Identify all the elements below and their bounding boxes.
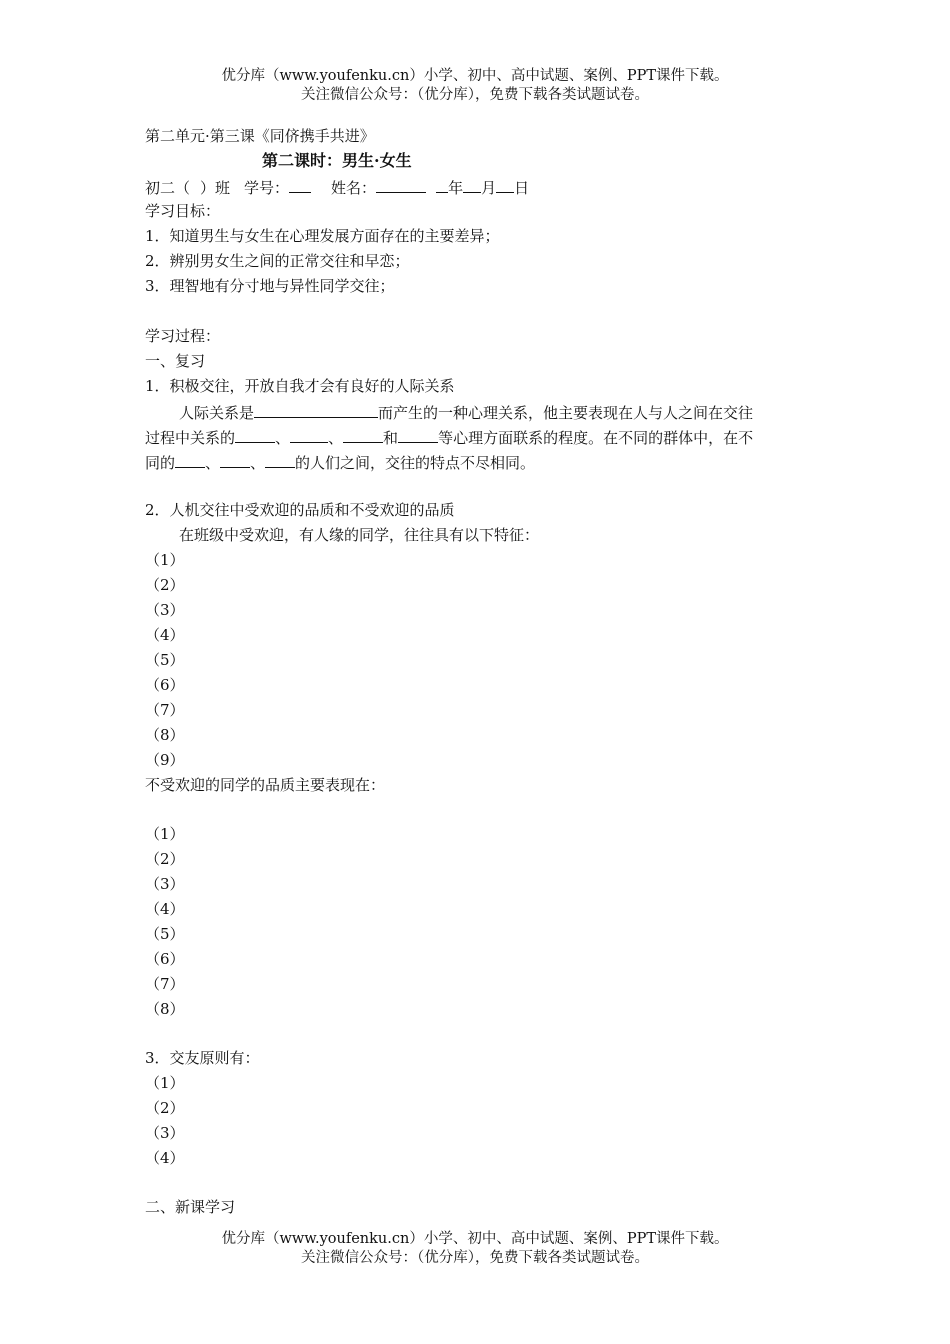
separator: 、 — [205, 454, 221, 472]
list-item: （4） — [145, 1149, 185, 1167]
list-item: （1） — [145, 551, 185, 569]
list-item: （3） — [145, 1124, 185, 1142]
month-label: 月 — [481, 179, 497, 197]
list-item: （1） — [145, 1074, 185, 1092]
list-item: （6） — [145, 676, 185, 694]
page-header-line2: 关注微信公众号：（优分库），免费下载各类试题试卷。 — [301, 87, 649, 103]
objective-item: 2．辨别男女生之间的正常交往和早恋； — [145, 252, 410, 270]
list-item: （2） — [145, 576, 185, 594]
fill-blank[interactable] — [254, 401, 378, 418]
q1-heading: 1．积极交往，开放自我才会有良好的人际关系 — [145, 377, 455, 395]
student-name-label: 姓名： — [331, 179, 377, 197]
list-item: （8） — [145, 1000, 185, 1018]
new-lesson-heading: 二、新课学习 — [145, 1198, 236, 1216]
q2-intro: 在班级中受欢迎，有人缘的同学，往往具有以下特征： — [179, 526, 540, 544]
objectives-title: 学习目标： — [145, 202, 221, 220]
list-item: （9） — [145, 751, 185, 769]
fill-blank[interactable] — [220, 451, 250, 468]
fill-blank[interactable] — [235, 426, 275, 443]
q1-text: 人际关系是 — [179, 404, 255, 422]
page-footer-line2: 关注微信公众号：（优分库），免费下载各类试题试卷。 — [301, 1250, 649, 1266]
fill-blank[interactable] — [265, 451, 295, 468]
student-id-blank[interactable] — [289, 176, 311, 193]
fill-blank[interactable] — [398, 426, 438, 443]
q1-text: 而产生的一种心理关系，他主要表现在人与人之间在交往 — [378, 404, 754, 422]
day-blank[interactable] — [496, 176, 514, 193]
month-blank[interactable] — [463, 176, 481, 193]
fill-blank[interactable] — [343, 426, 383, 443]
student-info-line — [145, 176, 529, 198]
page-header-line1: 优分库（www.youfenku.cn）小学、初中、高中试题、案例、PPT课件下载。 — [221, 68, 729, 84]
q1-line1 — [179, 401, 753, 423]
q2-heading: 2．人机交往中受欢迎的品质和不受欢迎的品质 — [145, 501, 455, 519]
q1-text: 过程中关系的 — [145, 429, 236, 447]
q1-text: 等心理方面联系的程度。在不同的群体中，在不 — [438, 429, 754, 447]
period-title: 第二课时：男生·女生 — [262, 151, 412, 170]
list-item: （4） — [145, 900, 185, 918]
list-item: （5） — [145, 925, 185, 943]
list-item: （4） — [145, 626, 185, 644]
process-title: 学习过程： — [145, 327, 221, 345]
student-name-blank[interactable] — [376, 176, 426, 193]
class-label-a: 初二（ — [145, 179, 191, 197]
list-item: （2） — [145, 850, 185, 868]
list-item: （6） — [145, 950, 185, 968]
unit-title: 第二单元·第三课《同侪携手共进》 — [145, 127, 375, 145]
objective-item: 3．理智地有分寸地与异性同学交往； — [145, 277, 395, 295]
objective-item: 1．知道男生与女生在心理发展方面存在的主要差异； — [145, 227, 500, 245]
unpopular-intro: 不受欢迎的同学的品质主要表现在： — [145, 776, 386, 794]
list-item: （2） — [145, 1099, 185, 1117]
list-item: （3） — [145, 601, 185, 619]
q1-line3 — [145, 451, 535, 473]
year-label: 年 — [448, 179, 464, 197]
day-label: 日 — [514, 179, 530, 197]
list-item: （7） — [145, 701, 185, 719]
page-footer-line1: 优分库（www.youfenku.cn）小学、初中、高中试题、案例、PPT课件下载。 — [221, 1231, 729, 1247]
list-item: （1） — [145, 825, 185, 843]
student-id-label: 学号： — [244, 179, 290, 197]
q3-heading: 3．交友原则有： — [145, 1049, 260, 1067]
list-item: （7） — [145, 975, 185, 993]
list-item: （3） — [145, 875, 185, 893]
fill-blank[interactable] — [290, 426, 328, 443]
separator: 、 — [275, 429, 291, 447]
class-label-b: ）班 — [200, 179, 231, 197]
separator: 、 — [328, 429, 344, 447]
list-item: （8） — [145, 726, 185, 744]
q1-text: 的人们之间，交往的特点不尽相同。 — [295, 454, 536, 472]
list-item: （5） — [145, 651, 185, 669]
q1-text: 和 — [383, 429, 399, 447]
q1-text: 同的 — [145, 454, 176, 472]
separator: 、 — [250, 454, 266, 472]
q1-line2 — [145, 426, 753, 448]
review-heading: 一、复习 — [145, 352, 206, 370]
year-blank[interactable] — [436, 176, 448, 193]
fill-blank[interactable] — [175, 451, 205, 468]
